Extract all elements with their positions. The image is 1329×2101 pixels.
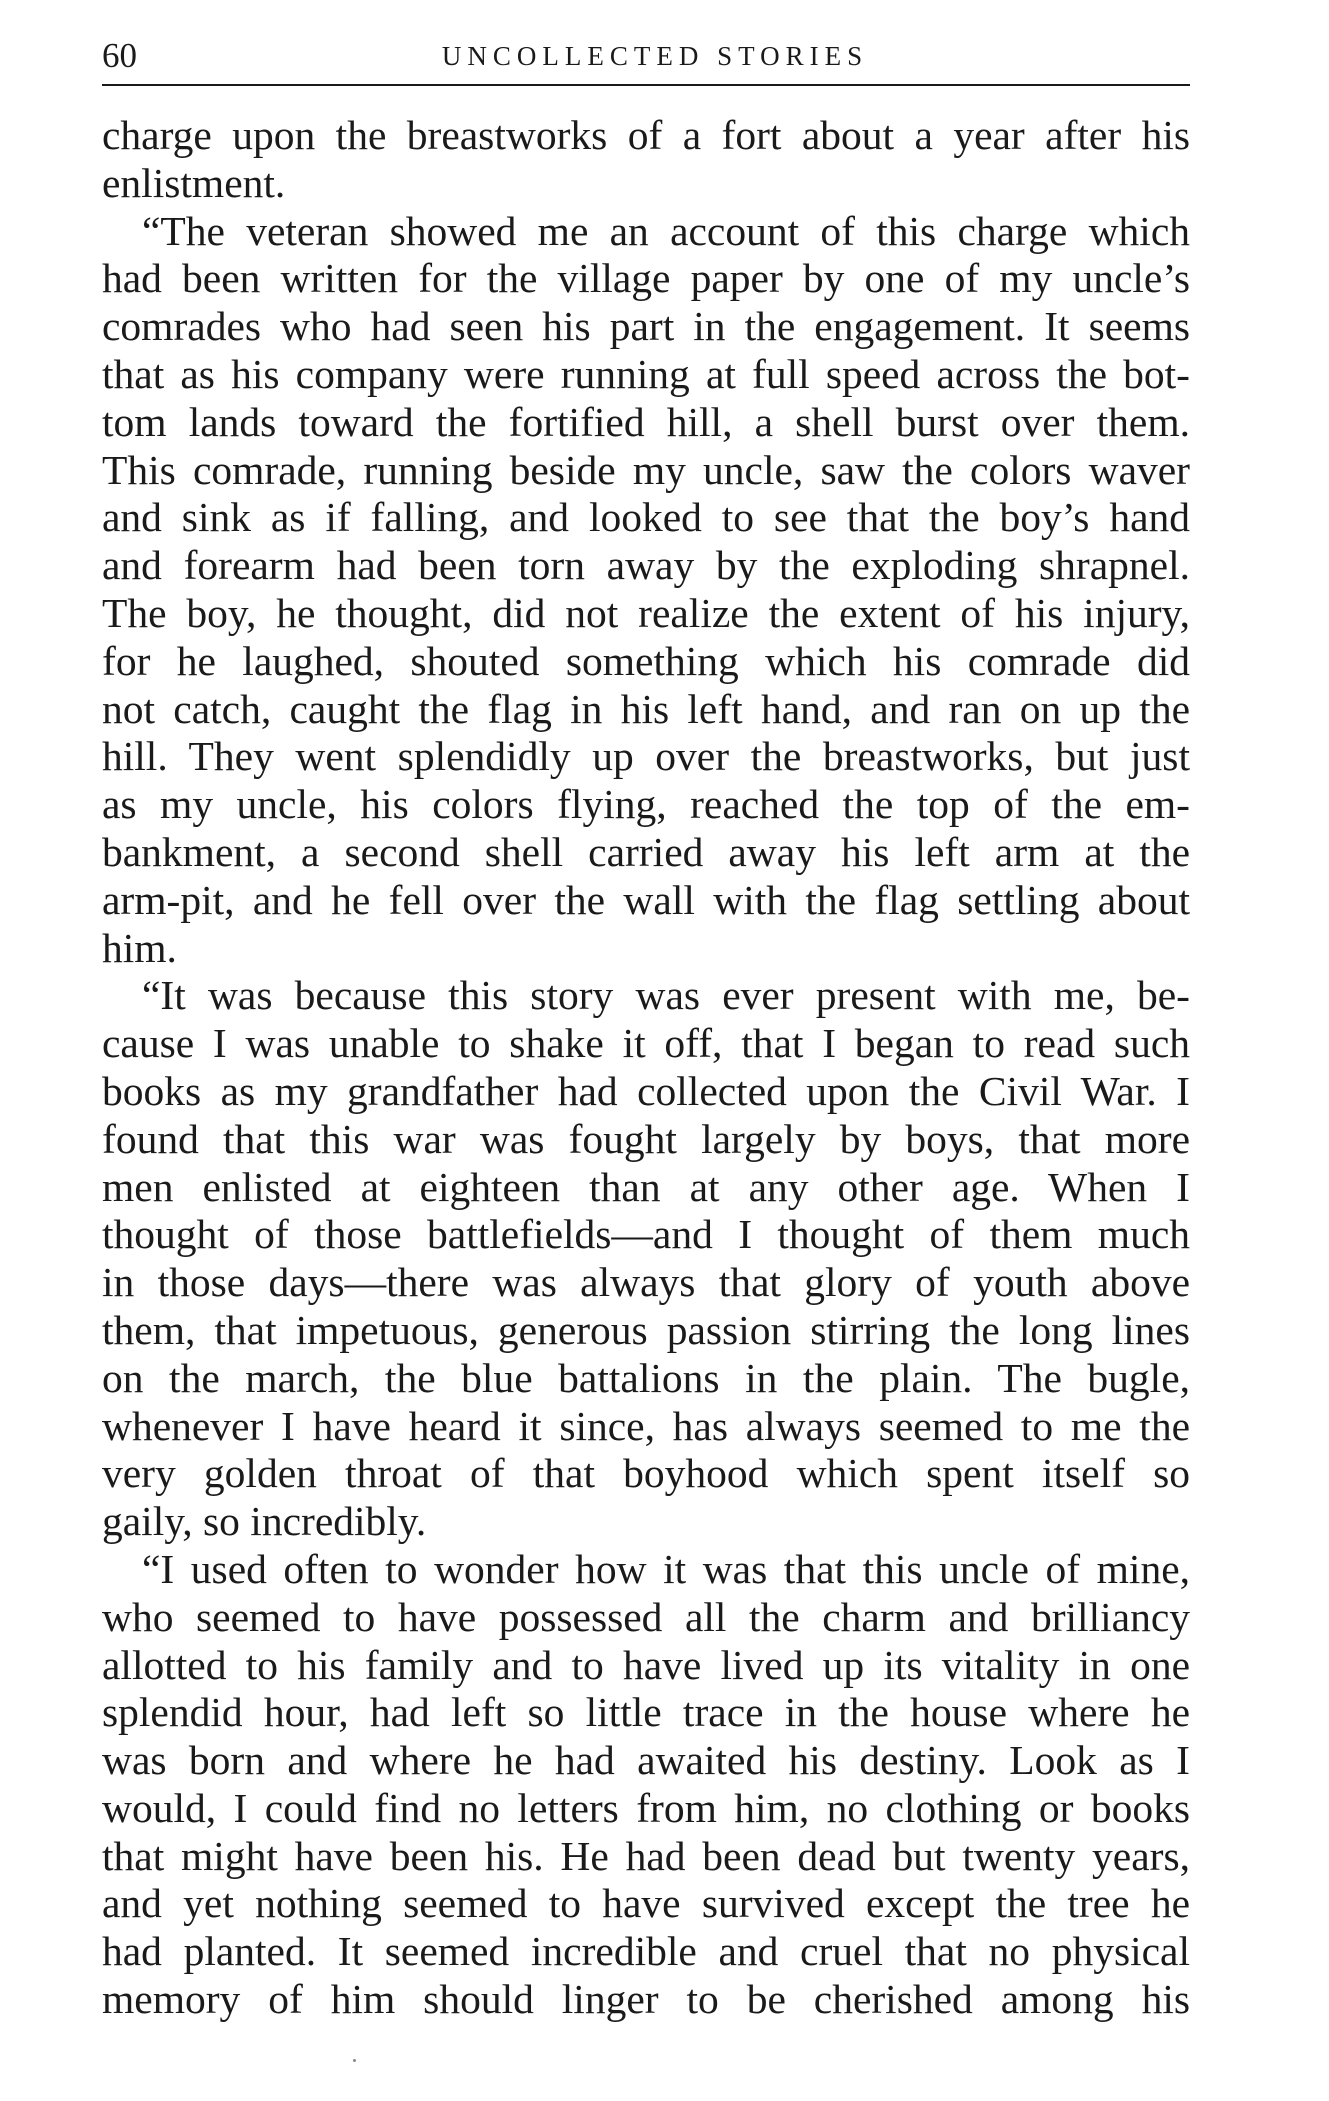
text-line: in those days—there was always that glory of youth above [102,1259,1190,1306]
text-line: hill. They went splendidly up over the breastworks, but just [102,733,1190,780]
text-line: “It was because this story was ever present with me, be- [142,972,1190,1019]
text-line: very golden throat of that boyhood which spent itself so [102,1450,1190,1497]
text-line: whenever I have heard it since, has always seemed to me the [102,1402,1190,1449]
text-line: as my uncle, his colors flying, reached the top of the em- [102,781,1190,828]
text-line: him. [102,924,177,971]
page-header [102,32,1190,86]
text-line: “The veteran showed me an account of this charge which [142,207,1190,254]
running-head: UNCOLLECTED STORIES [441,41,869,71]
text-line: and yet nothing seemed to have survived except the tree he [102,1880,1190,1927]
text-line: men enlisted at eighteen than at any other age. When I [102,1163,1190,1210]
text-line: would, I could find no letters from him, no clothing or books [102,1784,1190,1831]
text-line: and forearm had been torn away by the exploding shrapnel. [102,542,1190,589]
text-line: splendid hour, had left so little trace in the house where he [102,1689,1190,1736]
text-line: “I used often to wonder how it was that this uncle of mine, [142,1545,1190,1592]
text-line: that might have been his. He had been dead but twenty years, [102,1832,1190,1879]
text-line: had planted. It seemed incredible and cruel that no physical [102,1928,1190,1975]
text-line: bankment, a second shell carried away his left arm at the [102,828,1190,875]
text-line: memory of him should linger to be cherished among his [102,1976,1190,2023]
text-line: books as my grandfather had collected upon the Civil War. I [102,1067,1190,1114]
text-line: comrades who had seen his part in the engagement. It seems [102,303,1190,350]
body-text [102,112,1190,2024]
text-line: charge upon the breastworks of a fort about a year after his [102,112,1190,158]
text-line: allotted to his family and to have lived up its vitality in one [102,1641,1190,1688]
text-line: not catch, caught the flag in his left hand, and ran on up the [102,685,1190,732]
text-line: gaily, so incredibly. [102,1498,427,1545]
text-line: on the march, the blue battalions in the plain. The bugle, [102,1354,1190,1401]
text-line: and sink as if falling, and looked to see that the boy’s hand [102,494,1190,541]
stray-mark [353,2059,356,2062]
text-line: for he laughed, shouted something which his comrade did [102,637,1190,684]
text-line: them, that impetuous, generous passion stirring the long lines [102,1306,1190,1353]
text-line: that as his company were running at full speed across the bot- [102,350,1190,397]
text-line: thought of those battlefields—and I thought of them much [102,1211,1190,1258]
text-line: had been written for the village paper by one of my uncle’s [102,255,1190,302]
text-line: was born and where he had awaited his destiny. Look as I [102,1737,1190,1784]
text-line: who seemed to have possessed all the charm and brilliancy [102,1593,1190,1640]
page-number: 60 [102,36,137,75]
text-line: The boy, he thought, did not realize the extent of his injury, [102,589,1190,636]
text-line: arm-pit, and he fell over the wall with the flag settling about [102,876,1190,923]
text-line: cause I was unable to shake it off, that I began to read such [102,1020,1190,1067]
text-line: found that this war was fought largely by boys, that more [102,1115,1190,1162]
text-line: This comrade, running beside my uncle, saw the colors waver [102,446,1190,493]
text-line: tom lands toward the fortified hill, a shell burst over them. [102,398,1190,445]
text-line: enlistment. [102,159,286,206]
